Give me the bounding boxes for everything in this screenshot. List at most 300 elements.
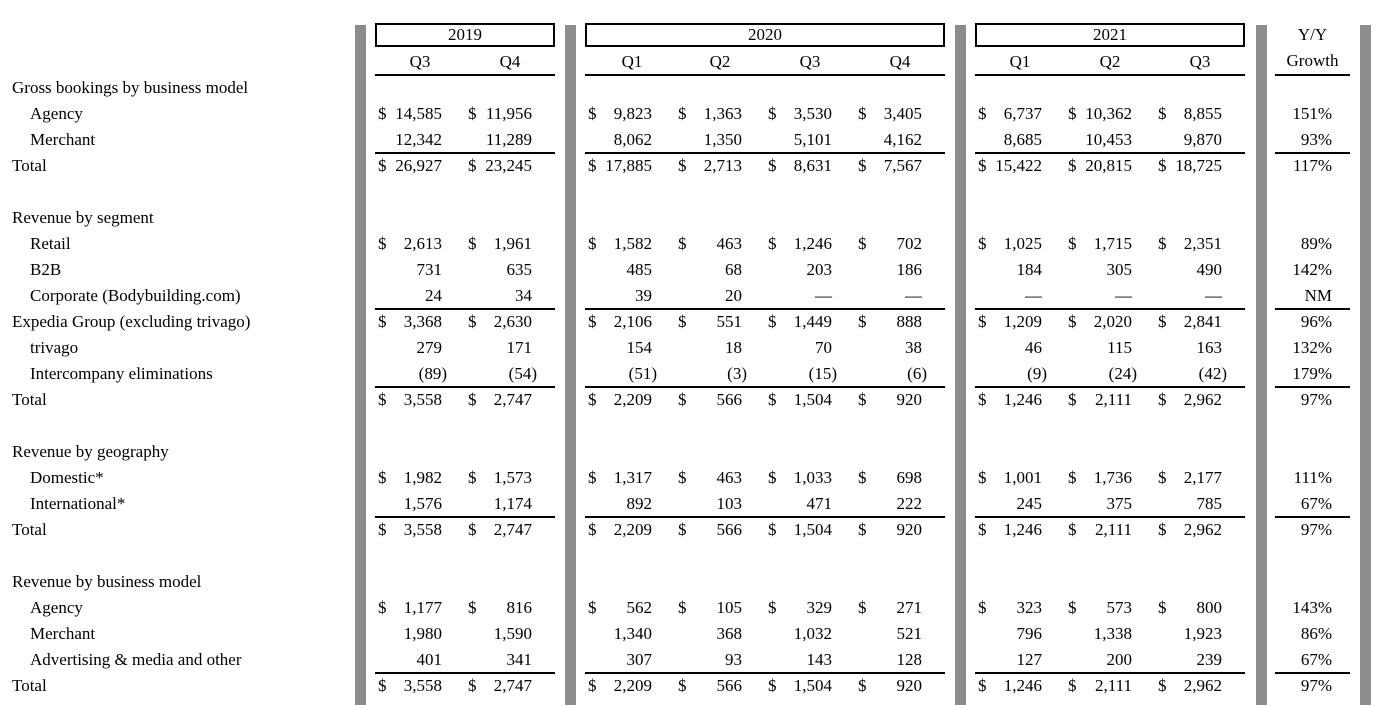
value-number: 1,174 bbox=[493, 494, 532, 513]
year-header-2021: 2021 bbox=[975, 23, 1245, 47]
value-number: 816 bbox=[506, 598, 532, 617]
value-cell bbox=[1068, 101, 1132, 127]
value-number: 9,870 bbox=[1183, 130, 1222, 149]
value-number: 490 bbox=[1196, 260, 1222, 279]
value-cell bbox=[1158, 361, 1227, 387]
value-number: 24 bbox=[425, 286, 442, 305]
dollar-sign: $ bbox=[858, 104, 867, 123]
dollar-sign: $ bbox=[858, 520, 867, 539]
growth-cell bbox=[1272, 465, 1332, 491]
value-cell bbox=[378, 387, 442, 413]
row-label: Corporate (Bodybuilding.com) bbox=[30, 286, 241, 305]
value-cell bbox=[768, 595, 832, 621]
dollar-sign: $ bbox=[1068, 598, 1077, 617]
growth-value: 86% bbox=[1300, 624, 1332, 643]
value-cell bbox=[978, 491, 1042, 517]
value-cell bbox=[768, 647, 832, 673]
value-cell bbox=[588, 257, 652, 283]
value-number: 38 bbox=[905, 338, 922, 357]
row-label: Merchant bbox=[30, 624, 96, 643]
value-number: 39 bbox=[635, 286, 652, 305]
value-number: — bbox=[1205, 286, 1222, 305]
dollar-sign: $ bbox=[378, 468, 387, 487]
value-number: 1,504 bbox=[793, 390, 832, 409]
value-cell bbox=[978, 101, 1042, 127]
value-cell bbox=[768, 517, 832, 543]
value-cell bbox=[378, 465, 442, 491]
dollar-sign: $ bbox=[1068, 104, 1077, 123]
dollar-sign: $ bbox=[378, 520, 387, 539]
value-cell bbox=[858, 257, 922, 283]
value-cell bbox=[978, 309, 1042, 335]
dollar-sign: $ bbox=[1158, 234, 1167, 253]
table-row bbox=[0, 101, 1376, 127]
value-cell bbox=[768, 621, 832, 647]
value-number: 1,033 bbox=[793, 468, 832, 487]
value-cell bbox=[1068, 309, 1132, 335]
value-cell bbox=[468, 465, 532, 491]
value-cell bbox=[1158, 153, 1222, 179]
value-number: 8,062 bbox=[613, 130, 652, 149]
dollar-sign: $ bbox=[1068, 468, 1077, 487]
value-number: 115 bbox=[1107, 338, 1132, 357]
dollar-sign: $ bbox=[1158, 520, 1167, 539]
growth-cell bbox=[1272, 491, 1332, 517]
value-number: 888 bbox=[896, 312, 922, 331]
value-cell bbox=[768, 309, 832, 335]
value-number: 2,962 bbox=[1183, 676, 1222, 695]
growth-value: 143% bbox=[1292, 598, 1332, 617]
value-cell bbox=[768, 491, 832, 517]
quarter-header: Q1 bbox=[621, 52, 643, 71]
dollar-sign: $ bbox=[858, 676, 867, 695]
value-number: 15,422 bbox=[995, 156, 1042, 175]
value-number: 23,245 bbox=[485, 156, 532, 175]
growth-cell bbox=[1272, 361, 1332, 387]
value-number: 566 bbox=[716, 390, 742, 409]
value-number: 20,815 bbox=[1085, 156, 1132, 175]
value-number: 471 bbox=[806, 494, 832, 513]
growth-header-line2: Growth bbox=[1286, 51, 1339, 70]
dollar-sign: $ bbox=[588, 104, 597, 123]
value-cell bbox=[978, 361, 1047, 387]
value-number: 271 bbox=[896, 598, 922, 617]
value-number: 154 bbox=[626, 338, 652, 357]
value-cell bbox=[978, 153, 1042, 179]
growth-cell bbox=[1272, 101, 1332, 127]
value-number: 105 bbox=[716, 598, 742, 617]
value-cell bbox=[678, 257, 742, 283]
value-number: 1,590 bbox=[493, 624, 532, 643]
value-number: 46 bbox=[1025, 338, 1042, 357]
value-cell bbox=[588, 595, 652, 621]
dollar-sign: $ bbox=[768, 520, 777, 539]
growth-value: 132% bbox=[1292, 338, 1332, 357]
value-number: 1,923 bbox=[1183, 624, 1222, 643]
value-number: 521 bbox=[896, 624, 922, 643]
value-number: 127 bbox=[1016, 650, 1042, 669]
value-cell bbox=[1158, 309, 1222, 335]
value-cell bbox=[858, 283, 922, 309]
value-number: 329 bbox=[806, 598, 832, 617]
dollar-sign: $ bbox=[468, 312, 477, 331]
year-header-2019: 2019 bbox=[375, 23, 555, 47]
spacer-row bbox=[0, 179, 1376, 205]
dollar-sign: $ bbox=[1158, 676, 1167, 695]
dollar-sign: $ bbox=[1068, 156, 1077, 175]
table-row bbox=[0, 465, 1376, 491]
value-cell bbox=[1068, 621, 1132, 647]
value-number: 222 bbox=[896, 494, 922, 513]
value-number: 1,961 bbox=[493, 234, 532, 253]
table-row bbox=[0, 309, 1376, 335]
dollar-sign: $ bbox=[1068, 234, 1077, 253]
value-number: (15) bbox=[808, 364, 837, 383]
value-number: 463 bbox=[716, 234, 742, 253]
dollar-sign: $ bbox=[1068, 676, 1077, 695]
value-number: 10,453 bbox=[1085, 130, 1132, 149]
value-number: 920 bbox=[896, 676, 922, 695]
dollar-sign: $ bbox=[978, 390, 987, 409]
value-cell bbox=[1068, 257, 1132, 283]
value-cell bbox=[978, 673, 1042, 699]
growth-value: 151% bbox=[1292, 104, 1332, 123]
value-number: 307 bbox=[626, 650, 652, 669]
dollar-sign: $ bbox=[378, 234, 387, 253]
dollar-sign: $ bbox=[678, 234, 687, 253]
dollar-sign: $ bbox=[858, 390, 867, 409]
row-label: Total bbox=[12, 390, 47, 409]
value-cell bbox=[858, 309, 922, 335]
value-number: 1,246 bbox=[793, 234, 832, 253]
dollar-sign: $ bbox=[978, 234, 987, 253]
dollar-sign: $ bbox=[468, 390, 477, 409]
value-number: 2,713 bbox=[703, 156, 742, 175]
dollar-sign: $ bbox=[678, 156, 687, 175]
value-cell bbox=[468, 621, 532, 647]
value-number: — bbox=[815, 286, 832, 305]
row-label: Intercompany eliminations bbox=[30, 364, 213, 383]
value-number: 2,111 bbox=[1095, 390, 1132, 409]
value-number: 1,715 bbox=[1093, 234, 1132, 253]
value-cell bbox=[1068, 465, 1132, 491]
value-cell bbox=[378, 101, 442, 127]
dollar-sign: $ bbox=[468, 468, 477, 487]
value-cell bbox=[1158, 673, 1222, 699]
value-number: 14,585 bbox=[395, 104, 442, 123]
dollar-sign: $ bbox=[678, 104, 687, 123]
table-row bbox=[0, 127, 1376, 153]
quarter-header: Q4 bbox=[889, 52, 911, 71]
value-number: 1,363 bbox=[703, 104, 742, 123]
value-number: 573 bbox=[1106, 598, 1132, 617]
value-number: 93 bbox=[725, 650, 742, 669]
value-cell bbox=[1068, 361, 1137, 387]
value-number: (54) bbox=[508, 364, 537, 383]
value-cell bbox=[588, 153, 652, 179]
value-number: 171 bbox=[506, 338, 532, 357]
dollar-sign: $ bbox=[378, 676, 387, 695]
dollar-sign: $ bbox=[588, 598, 597, 617]
dollar-sign: $ bbox=[588, 234, 597, 253]
value-number: 323 bbox=[1016, 598, 1042, 617]
value-cell bbox=[1158, 491, 1222, 517]
value-number: 2,630 bbox=[493, 312, 532, 331]
value-cell bbox=[1068, 673, 1132, 699]
growth-cell bbox=[1272, 231, 1332, 257]
value-number: 11,289 bbox=[485, 130, 532, 149]
dollar-sign: $ bbox=[378, 390, 387, 409]
value-number: 2,351 bbox=[1183, 234, 1222, 253]
value-cell bbox=[1068, 335, 1132, 361]
value-cell bbox=[978, 595, 1042, 621]
value-cell bbox=[588, 621, 652, 647]
value-cell bbox=[1068, 647, 1132, 673]
dollar-sign: $ bbox=[1068, 520, 1077, 539]
growth-value: 89% bbox=[1300, 234, 1332, 253]
dollar-sign: $ bbox=[768, 390, 777, 409]
value-number: 34 bbox=[515, 286, 532, 305]
growth-value: 67% bbox=[1300, 494, 1332, 513]
value-cell bbox=[468, 101, 532, 127]
value-number: (9) bbox=[1027, 364, 1047, 383]
value-cell bbox=[768, 231, 832, 257]
quarter-header: Q2 bbox=[709, 52, 731, 71]
section-header-row bbox=[0, 205, 1376, 231]
value-cell bbox=[378, 621, 442, 647]
value-number: 3,368 bbox=[403, 312, 442, 331]
value-cell bbox=[1068, 283, 1132, 309]
value-number: 305 bbox=[1106, 260, 1132, 279]
dollar-sign: $ bbox=[858, 598, 867, 617]
dollar-sign: $ bbox=[978, 598, 987, 617]
value-number: 2,209 bbox=[613, 520, 652, 539]
dollar-sign: $ bbox=[768, 468, 777, 487]
value-number: 3,405 bbox=[883, 104, 922, 123]
value-cell bbox=[978, 231, 1042, 257]
value-cell bbox=[858, 153, 922, 179]
value-number: 2,747 bbox=[493, 520, 532, 539]
dollar-sign: $ bbox=[1158, 598, 1167, 617]
value-cell bbox=[978, 335, 1042, 361]
value-cell bbox=[858, 465, 922, 491]
value-number: 341 bbox=[506, 650, 532, 669]
value-number: 1,573 bbox=[493, 468, 532, 487]
dollar-sign: $ bbox=[768, 234, 777, 253]
growth-cell bbox=[1272, 309, 1332, 335]
row-label: Expedia Group (excluding trivago) bbox=[12, 312, 251, 331]
growth-value: 96% bbox=[1300, 312, 1332, 331]
quarter-header: Q1 bbox=[1009, 52, 1031, 71]
value-cell bbox=[858, 673, 922, 699]
value-number: 2,111 bbox=[1095, 520, 1132, 539]
value-cell bbox=[378, 335, 442, 361]
dollar-sign: $ bbox=[678, 468, 687, 487]
value-number: 635 bbox=[506, 260, 532, 279]
spacer-row bbox=[0, 543, 1376, 569]
value-cell bbox=[678, 283, 742, 309]
value-cell bbox=[858, 101, 922, 127]
value-number: (42) bbox=[1198, 364, 1227, 383]
section-title: Gross bookings by business model bbox=[12, 78, 249, 97]
value-number: 68 bbox=[725, 260, 742, 279]
value-number: 203 bbox=[806, 260, 832, 279]
value-number: 184 bbox=[1016, 260, 1042, 279]
value-number: 7,567 bbox=[883, 156, 922, 175]
value-number: 2,962 bbox=[1183, 390, 1222, 409]
growth-cell bbox=[1272, 127, 1332, 153]
value-cell bbox=[858, 647, 922, 673]
row-label: Agency bbox=[30, 598, 83, 617]
value-number: 4,162 bbox=[883, 130, 922, 149]
value-number: 551 bbox=[716, 312, 742, 331]
value-cell bbox=[378, 491, 442, 517]
value-cell bbox=[678, 309, 742, 335]
dollar-sign: $ bbox=[678, 312, 687, 331]
dollar-sign: $ bbox=[978, 312, 987, 331]
table-row bbox=[0, 621, 1376, 647]
section-title: Revenue by business model bbox=[12, 572, 202, 591]
dollar-sign: $ bbox=[978, 468, 987, 487]
row-label: International* bbox=[30, 494, 126, 513]
value-cell bbox=[768, 673, 832, 699]
value-number: 463 bbox=[716, 468, 742, 487]
value-number: 1,980 bbox=[403, 624, 442, 643]
dollar-sign: $ bbox=[678, 390, 687, 409]
value-number: 566 bbox=[716, 676, 742, 695]
value-number: 1,209 bbox=[1003, 312, 1042, 331]
value-cell bbox=[1158, 335, 1222, 361]
value-number: 375 bbox=[1106, 494, 1132, 513]
value-cell bbox=[858, 387, 922, 413]
dollar-sign: $ bbox=[468, 104, 477, 123]
value-number: 2,209 bbox=[613, 390, 652, 409]
value-cell bbox=[588, 231, 652, 257]
quarter-header: Q3 bbox=[1189, 52, 1211, 71]
value-cell bbox=[468, 309, 532, 335]
value-number: 3,558 bbox=[403, 520, 442, 539]
value-number: 11,956 bbox=[485, 104, 532, 123]
value-number: 2,111 bbox=[1095, 676, 1132, 695]
growth-header-line1: Y/Y bbox=[1297, 25, 1328, 44]
value-cell bbox=[858, 361, 927, 387]
table-row bbox=[0, 283, 1376, 309]
value-number: 245 bbox=[1016, 494, 1042, 513]
dollar-sign: $ bbox=[588, 468, 597, 487]
value-cell bbox=[768, 153, 832, 179]
dollar-sign: $ bbox=[468, 520, 477, 539]
value-cell bbox=[468, 127, 532, 153]
value-number: — bbox=[905, 286, 922, 305]
value-number: 2,106 bbox=[613, 312, 652, 331]
table-row bbox=[0, 231, 1376, 257]
dollar-sign: $ bbox=[588, 390, 597, 409]
value-cell bbox=[468, 283, 532, 309]
value-number: 128 bbox=[896, 650, 922, 669]
value-cell bbox=[768, 335, 832, 361]
value-number: 8,855 bbox=[1183, 104, 1222, 123]
quarter-header: Q3 bbox=[799, 52, 821, 71]
table-row bbox=[0, 595, 1376, 621]
value-cell bbox=[678, 127, 742, 153]
value-number: 485 bbox=[626, 260, 652, 279]
value-cell bbox=[1158, 517, 1222, 543]
growth-value: 179% bbox=[1292, 364, 1332, 383]
dollar-sign: $ bbox=[468, 234, 477, 253]
value-number: 785 bbox=[1196, 494, 1222, 513]
value-cell bbox=[468, 673, 532, 699]
value-number: (51) bbox=[628, 364, 657, 383]
value-number: 702 bbox=[896, 234, 922, 253]
value-cell bbox=[468, 231, 532, 257]
dollar-sign: $ bbox=[1158, 104, 1167, 123]
value-cell bbox=[678, 361, 747, 387]
table-row bbox=[0, 673, 1376, 699]
value-cell bbox=[978, 127, 1042, 153]
value-cell bbox=[468, 387, 532, 413]
value-number: 2,209 bbox=[613, 676, 652, 695]
value-number: 3,558 bbox=[403, 676, 442, 695]
quarter-header: Q4 bbox=[499, 52, 521, 71]
value-number: 1,582 bbox=[613, 234, 652, 253]
value-cell bbox=[978, 283, 1042, 309]
value-number: 2,747 bbox=[493, 390, 532, 409]
growth-cell bbox=[1272, 595, 1332, 621]
dollar-sign: $ bbox=[858, 156, 867, 175]
dollar-sign: $ bbox=[378, 156, 387, 175]
value-cell bbox=[1158, 127, 1222, 153]
value-cell bbox=[468, 257, 532, 283]
value-number: 8,631 bbox=[793, 156, 832, 175]
row-label: Retail bbox=[30, 234, 71, 253]
value-cell bbox=[858, 491, 922, 517]
value-cell bbox=[468, 595, 532, 621]
value-cell bbox=[468, 361, 537, 387]
value-cell bbox=[588, 309, 652, 335]
value-number: 1,449 bbox=[793, 312, 832, 331]
value-number: 6,737 bbox=[1003, 104, 1042, 123]
value-cell bbox=[378, 361, 447, 387]
value-cell bbox=[768, 257, 832, 283]
value-cell bbox=[378, 231, 442, 257]
value-cell bbox=[678, 335, 742, 361]
growth-value: 117% bbox=[1292, 156, 1332, 175]
value-number: 566 bbox=[716, 520, 742, 539]
value-number: 1,736 bbox=[1093, 468, 1132, 487]
value-cell bbox=[978, 257, 1042, 283]
value-cell bbox=[378, 673, 442, 699]
growth-cell bbox=[1272, 257, 1332, 283]
value-cell bbox=[858, 621, 922, 647]
value-cell bbox=[588, 361, 657, 387]
value-number: 2,747 bbox=[493, 676, 532, 695]
value-number: 279 bbox=[416, 338, 442, 357]
value-cell bbox=[588, 283, 652, 309]
value-cell bbox=[468, 491, 532, 517]
dollar-sign: $ bbox=[978, 676, 987, 695]
row-label: Total bbox=[12, 676, 47, 695]
table-row bbox=[0, 335, 1376, 361]
value-cell bbox=[1068, 127, 1132, 153]
section-header-row bbox=[0, 75, 1376, 101]
value-number: 1,246 bbox=[1003, 390, 1042, 409]
table-row bbox=[0, 491, 1376, 517]
section-header-row bbox=[0, 439, 1376, 465]
value-cell bbox=[858, 335, 922, 361]
value-number: 796 bbox=[1016, 624, 1042, 643]
value-number: 200 bbox=[1106, 650, 1132, 669]
dollar-sign: $ bbox=[768, 312, 777, 331]
